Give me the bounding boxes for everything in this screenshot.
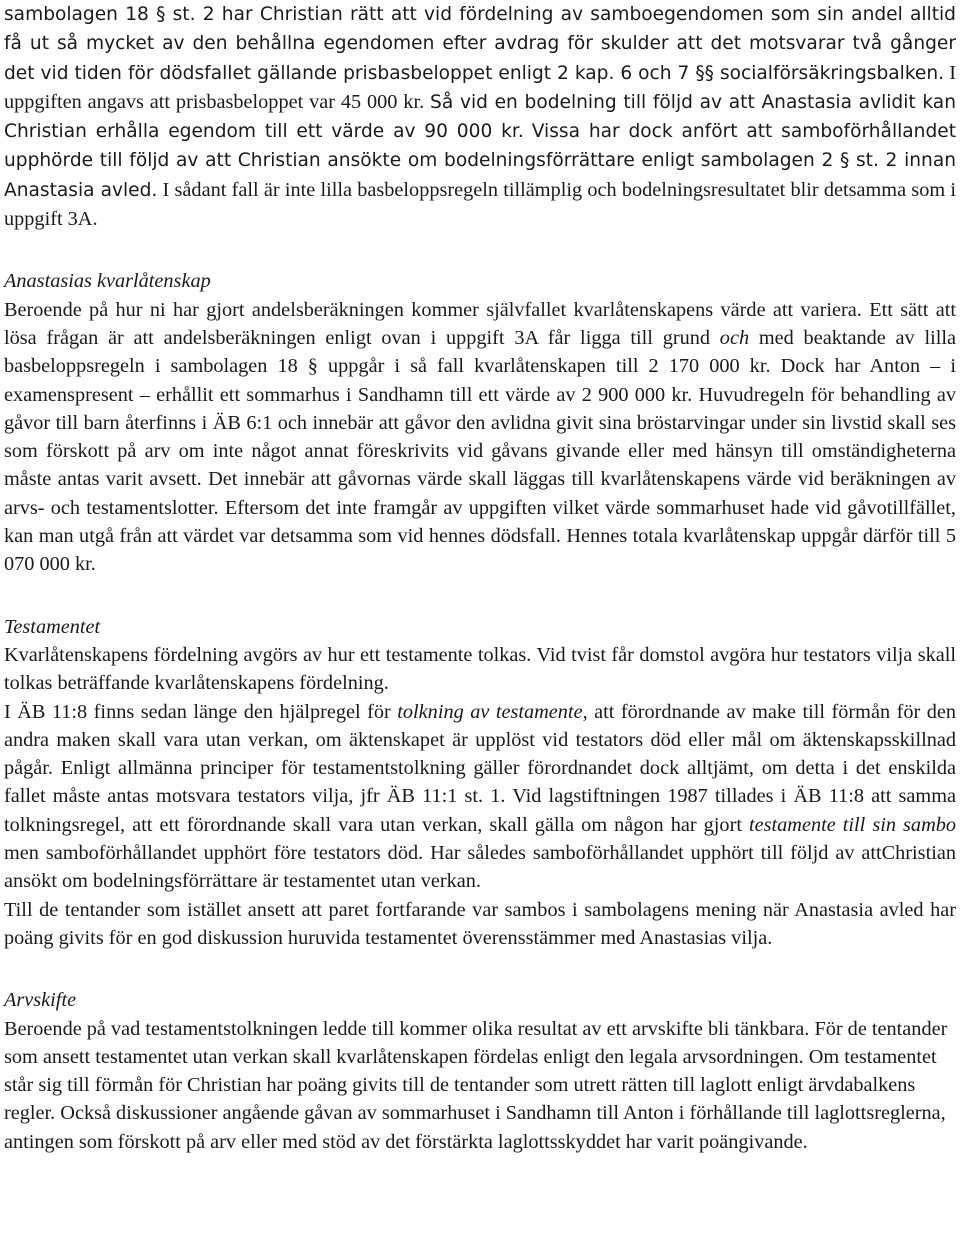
intro-sentence-4: Vissa har dock anfört att samboförhållandet upphörde till följd av att Christian ansökte om bodelningsförrättare enligt sambolagen 2 § st. 2 innan Anastasia avled. xyxy=(4,121,956,201)
kvarlatenskap-text-b: med beaktande av lilla basbeloppsregeln i sambolagen 18 § uppgår i så fall kvarlåtenskapen till 2 170 000 kr. Dock har Anton – i examenspresent – erhållit ett sommarhus i Sandhamn till ett värde av 2 900 000 kr. Huvudregeln för behandling av gåvor till barn återfinns i ÄB 6:1 och innebär att gåvor den avlidna givit sina bröstarvingar under sin livstid skall ses som förskott på arv om inte något annat föreskrivits vid gåvans givande eller med hänsyn till omständigheterna måste antas varit avsett. Det innebär att gåvornas värde skall läggas till kvarlåtenskapens värde vid beräkningen av arvs- och testamentslotter. Eftersom det inte framgår av uppgiften vilket värde sommarhuset hade vid gåvotillfället, kan man utgå från att värdet var detsamma som vid hennes dödsfall. Hennes totala kvarlåtenskap uppgår därför till 5 070 000 kr. xyxy=(4,326,956,576)
testamentet-paragraph-2 xyxy=(4,698,956,896)
section-spacer xyxy=(4,579,956,613)
testamentet-text-c: men samboförhållandet upphört före testators död. Har således samboförhållandet upphört till följd av attChristian ansökt om bodelningsförrättare är testamentet utan verkan. xyxy=(4,842,956,893)
testamentet-text-a: I ÄB 11:8 finns sedan länge den hjälpregel för xyxy=(4,700,398,723)
arvskifte-paragraph: Beroende på vad testamentstolkningen ledde till kommer olika resultat av ett arvskifte bli tänkbara. För de tentander som ansett testamentet utan verkan skall kvarlåtenskapen fördelas enligt den legala arvsordningen. Om testamentet står sig till förmån för Christian har poäng givits till de tentander som utrett rätten till laglott enligt ärvdabalkens regler. Också diskussioner angående gåvan av sommarhuset i Sandhamn till Anton i förhållande till laglottsreglerna, antingen som förskott på arv eller med stöd av det förstärkta laglottsskyddet har varit poängivande. xyxy=(4,1017,948,1153)
intro-sentence-3: Så vid en bodelning till följd av att Anastasia avlidit kan Christian erhålla egendom till ett värde av 90 000 kr. xyxy=(4,91,956,143)
testamentet-paragraph-3: Till de tentander som istället ansett att paret fortfarande var sambos i sambolagens mening när Anastasia avled har poäng givits för en god diskussion huruvida testamentet överensstämmer med Anastasias vilja. xyxy=(4,898,956,949)
section-spacer xyxy=(4,233,956,267)
kvarlatenskap-emphasis: och xyxy=(719,326,750,349)
intro-sentence-2: I uppgiften angavs att prisbasbeloppet var 45 000 kr. xyxy=(4,61,956,113)
section-heading-arvskifte: Arvskifte xyxy=(4,989,77,1012)
testamentet-paragraph-1: Kvarlåtenskapens fördelning avgörs av hur ett testamente tolkas. Vid tvist får domstol avgöra hur testators vilja skall tolkas beträffande kvarlåtenskapens fördelning. xyxy=(4,643,956,695)
testamentet-emphasis-2: testamente till sin sambo xyxy=(749,813,956,836)
kvarlatenskap-text-a: Beroende på hur ni har gjort andelsberäkningen kommer självfallet kvarlåtenskapens värde att variera. Ett sätt att lösa frågan är att andelsberäkningen enligt ovan i uppgift 3A får ligga till grund xyxy=(4,298,956,349)
testamentet-emphasis-1: tolkning av testamente xyxy=(397,700,583,723)
section-spacer xyxy=(4,952,956,986)
section-heading-kvarlatenskap: Anastasias kvarlåtenskap xyxy=(4,270,211,293)
intro-paragraph xyxy=(4,0,956,233)
kvarlatenskap-paragraph xyxy=(4,296,956,579)
section-heading-testamentet: Testamentet xyxy=(4,615,101,638)
intro-sentence-1: sambolagen 18 § st. 2 har Christian rätt att vid fördelning av samboegendomen som sin andel alltid få ut så mycket av den behållna egendomen efter avdrag för skulder att det motsvarar två gånger det vid tiden för dödsfallet gällande prisbasbeloppet enligt 2 kap. 6 och 7 §§ socialförsäkringsbalken. xyxy=(4,4,956,84)
intro-sentence-5: I sådant fall är inte lilla basbeloppsregeln tillämplig och bodelningsresultatet blir detsamma som i uppgift 3A. xyxy=(4,178,956,231)
testamentet-text-b: , att förordnande av make till förmån för den andra maken skall vara utan verkan, om äktenskapet är upplöst vid testators död eller mål om äktenskapsskillnad pågår. Enligt allmänna principer för testamentstolkning gäller förordnandet dock alltjämt, om detta i det enskilda fallet måste antas motsvara testators vilja, jfr ÄB 11:1 st. 1. Vid lagstiftningen 1987 tillades i ÄB 11:8 att samma tolkningsregel, att ett förordnande skall vara utan verkan, skall gälla om någon har gjort xyxy=(4,700,956,836)
